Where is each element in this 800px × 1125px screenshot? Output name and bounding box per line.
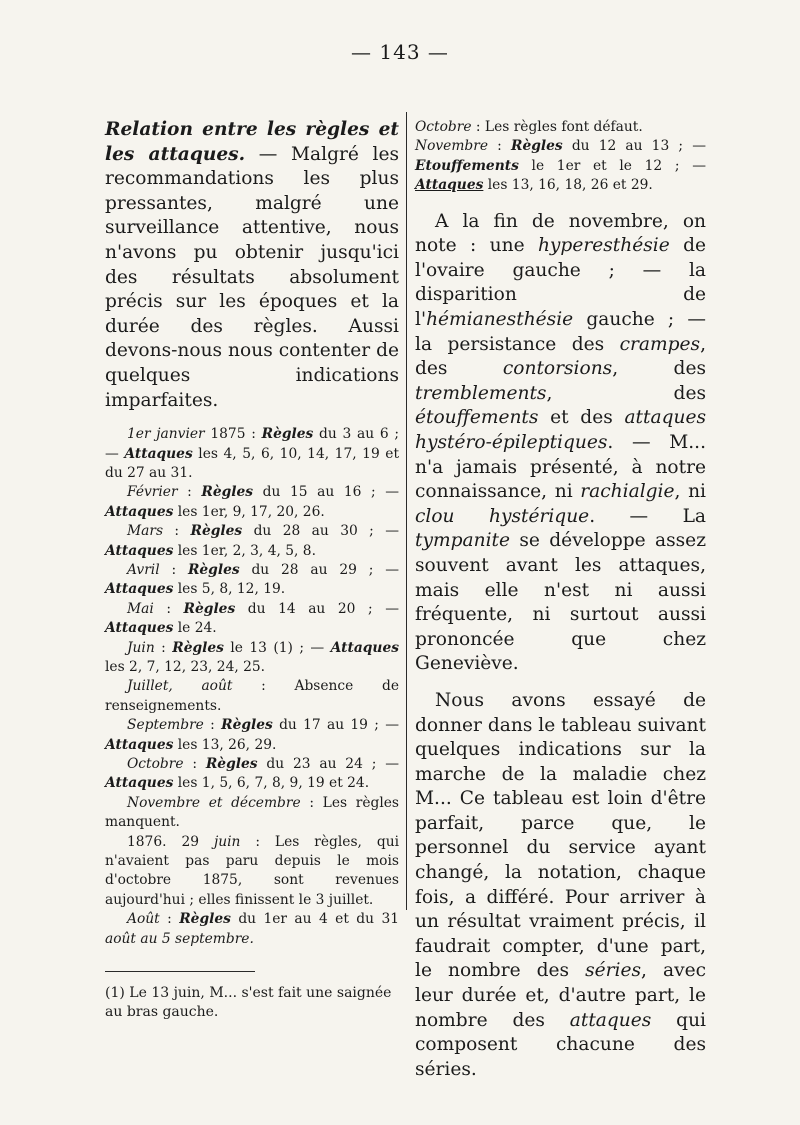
italic-term: contorsions [502, 358, 613, 380]
entry-b1: Règles [172, 639, 224, 656]
entry-rest: : [163, 523, 191, 540]
entry-date: Novembre et décembre [127, 794, 301, 811]
entry-t1: du 15 au 16 ; — [253, 484, 400, 501]
text-run: , des [415, 333, 706, 380]
entry-t1: le 13 (1) ; — [223, 639, 331, 656]
text-run: et des [538, 407, 625, 429]
chronology-entry [105, 483, 399, 522]
paragraph-observations [415, 210, 706, 677]
entry-novembre-label2: Etouffements [415, 157, 519, 174]
entry-rest: : [183, 756, 206, 773]
text-run: se développe assez souvent avant les attaques, mais elle n'est ni aussi fréquente, ni surtout aussi prononcée que chez Geneviève. [415, 530, 706, 675]
entry-t2: les 1er, 9, 17, 20, 26. [173, 503, 325, 520]
text-run: gauche ; — la persistance des [415, 309, 706, 355]
entry-b1: Règles [183, 600, 236, 617]
entry-t1: du 28 au 30 ; — [242, 523, 400, 540]
chronology-entry [105, 425, 399, 483]
entry-t2: le 24. [173, 620, 217, 637]
intro-paragraph [105, 118, 399, 413]
text-run: Nous avons essayé de donner dans le tableau suivant quelques indications sur la marche de la maladie chez M... Ce tableau est loin d'être parfait, parce que, le personnel du service ayant changé, la notation, chaque fois, a différé. Pour arriver à un résultat vraiment précis, il faudrait compter, d'une part, le nombre des [415, 689, 707, 982]
chronology-entry [105, 677, 399, 716]
entry-octobre-text: : Les règles font défaut. [471, 119, 643, 135]
entry-aout-tail: août au 5 septembre. [105, 930, 254, 947]
italic-term: étouffements [415, 407, 539, 429]
entry-t2: les 1er, 2, 3, 4, 5, 8. [173, 542, 316, 559]
entry-b1: Règles [201, 484, 254, 501]
entry-1876 [105, 833, 399, 949]
entry-b2: Attaques [105, 581, 174, 598]
right-entries [415, 118, 706, 196]
text-run: . — La [589, 505, 706, 527]
footnote [105, 984, 399, 1022]
entry-novembre-date: Novembre [415, 138, 489, 155]
entry-novembre-text1: du 12 au 13 ; — [562, 138, 707, 155]
chronology-entry [105, 755, 399, 794]
entry-date: Octobre [127, 756, 184, 773]
chronology-list [105, 425, 399, 833]
entry-rest: : [154, 639, 173, 656]
entry-b2: Attaques [124, 445, 193, 462]
entry-t2: les 1, 5, 6, 7, 8, 9, 19 et 24. [173, 775, 370, 792]
entry-b2: Attaques [105, 503, 174, 520]
chronology-entry [105, 522, 399, 561]
entry-t2: les 13, 26, 29. [173, 736, 277, 753]
italic-term: attaques hystéro-épileptiques [415, 407, 706, 453]
paragraph-tableau [415, 689, 706, 1083]
italic-term: séries [585, 960, 642, 982]
entry-b2: Attaques [105, 736, 174, 753]
text-run: de l'ovaire gauche ; — la disparition de l' [415, 235, 706, 330]
italic-term: tympanite [415, 530, 510, 552]
italic-term: attaques [569, 1009, 652, 1031]
text-run: , ni [674, 481, 706, 503]
column-divider [406, 112, 407, 910]
entry-b1: Règles [190, 523, 243, 540]
entry-rest: : [153, 600, 184, 617]
entry-t2: les 5, 8, 12, 19. [173, 581, 286, 598]
entry-novembre-label3: Attaques [415, 177, 484, 194]
entry-b1: Règles [221, 717, 273, 734]
entry-rest: 1875 : [204, 426, 262, 443]
entry-octobre-date: Octobre [415, 119, 472, 135]
entry-rest: : [232, 678, 295, 695]
entry-aout-sep: : [159, 911, 180, 928]
chronology-entry [105, 561, 399, 600]
entry-aout-date: Août [127, 911, 160, 928]
entry-date: Mars [127, 523, 164, 540]
entry-1876-text: : Les règles, qui n'avaient pas paru depuis le mois d'octobre 1875, sont revenues aujourd'hui ; elles finissent le 3 juillet. [105, 833, 399, 908]
text-run: A la fin de novembre, on note : une [415, 210, 706, 257]
entry-t1: Les règles manquent. [105, 794, 400, 831]
entry-rest: : [203, 717, 222, 734]
italic-term: hémianesthésie [426, 309, 574, 330]
entry-rest: : [300, 794, 323, 811]
entry-novembre-text2: le 1er et le 12 ; — [518, 157, 706, 174]
entry-aout-text: du 1er au 4 et du 31 [230, 911, 399, 928]
entry-b2: Attaques [105, 620, 174, 637]
footnote-text: (1) Le 13 juin, M... s'est fait une saignée au bras gauche. [105, 985, 392, 1021]
entry-date: Mai [127, 600, 154, 617]
entry-t1: du 28 au 29 ; — [239, 561, 399, 578]
entry-novembre-sep: : [488, 138, 511, 155]
footnote-rule [105, 971, 255, 972]
text-run: , des [612, 358, 706, 380]
chronology-entry [105, 639, 399, 678]
text-run: . — M... n'a jamais présenté, à notre connaissance, ni [415, 431, 706, 503]
section-title: Relation entre les règles et les attaques. [105, 119, 399, 165]
intro-text: — Malgré les recommandations les plus pressantes, malgré une surveillance attentive, nous n'avons pu obtenir jusqu'ici des résultats absolument précis sur les époques et la durée des règles. Aussi devons-nous nous contenter de quelques indications imparfaites. [105, 143, 399, 411]
entry-date: Juillet, août [127, 678, 233, 695]
entry-b1: Règles [187, 561, 240, 578]
text-run: , des [546, 382, 706, 404]
chronology-entry [105, 716, 399, 755]
entry-date: 1er janvier [127, 426, 205, 443]
text-run: qui composent chacune des séries. [415, 1009, 706, 1080]
entry-1876-month: juin [213, 833, 241, 850]
entry-aout [105, 910, 399, 949]
entry-date: Septembre [127, 717, 204, 734]
right-column [415, 118, 706, 1082]
entry-b1: Règles [205, 756, 258, 773]
entry-date: Juin [127, 639, 155, 656]
left-column [105, 118, 399, 1022]
entry-b2: Attaques [105, 542, 174, 559]
entry-t1: Absence de renseignements. [105, 678, 400, 714]
entry-date: Avril [127, 561, 160, 578]
chronology-entry [105, 600, 399, 639]
entry-t1: du 3 au 6 ; — [105, 426, 400, 462]
entry-1876-year: 1876. 29 [127, 833, 214, 850]
entry-t1: du 14 au 20 ; — [235, 600, 400, 617]
chronology-entry [105, 794, 399, 833]
text-run: , avec leur durée et, d'autre part, le nombre des [415, 960, 706, 1031]
entry-date: Février [127, 484, 178, 501]
entry-rest: : [159, 561, 188, 578]
italic-term: hyperesthésie [537, 235, 670, 257]
italic-term: tremblements [415, 382, 547, 404]
page-number: — 143 — [351, 40, 449, 64]
entry-t1: du 23 au 24 ; — [257, 756, 400, 773]
entry-t2: les 2, 7, 12, 23, 24, 25. [105, 659, 266, 675]
italic-term: crampes [619, 333, 701, 355]
entry-novembre-text3: les 13, 16, 18, 26 et 29. [483, 177, 653, 194]
entry-rest: : [177, 484, 202, 501]
entry-t1: du 17 au 19 ; — [272, 717, 400, 734]
entry-b2: Attaques [105, 775, 174, 792]
entry-aout-label: Règles [179, 911, 231, 928]
italic-term: rachialgie [580, 481, 675, 503]
entry-t2: les 4, 5, 6, 10, 14, 17, 19 et du 27 au 31. [105, 445, 399, 481]
entry-b2: Attaques [330, 639, 400, 656]
entry-novembre-label1: Règles [510, 138, 563, 155]
entry-b1: Règles [261, 426, 314, 443]
italic-term: clou hystérique [415, 505, 590, 527]
